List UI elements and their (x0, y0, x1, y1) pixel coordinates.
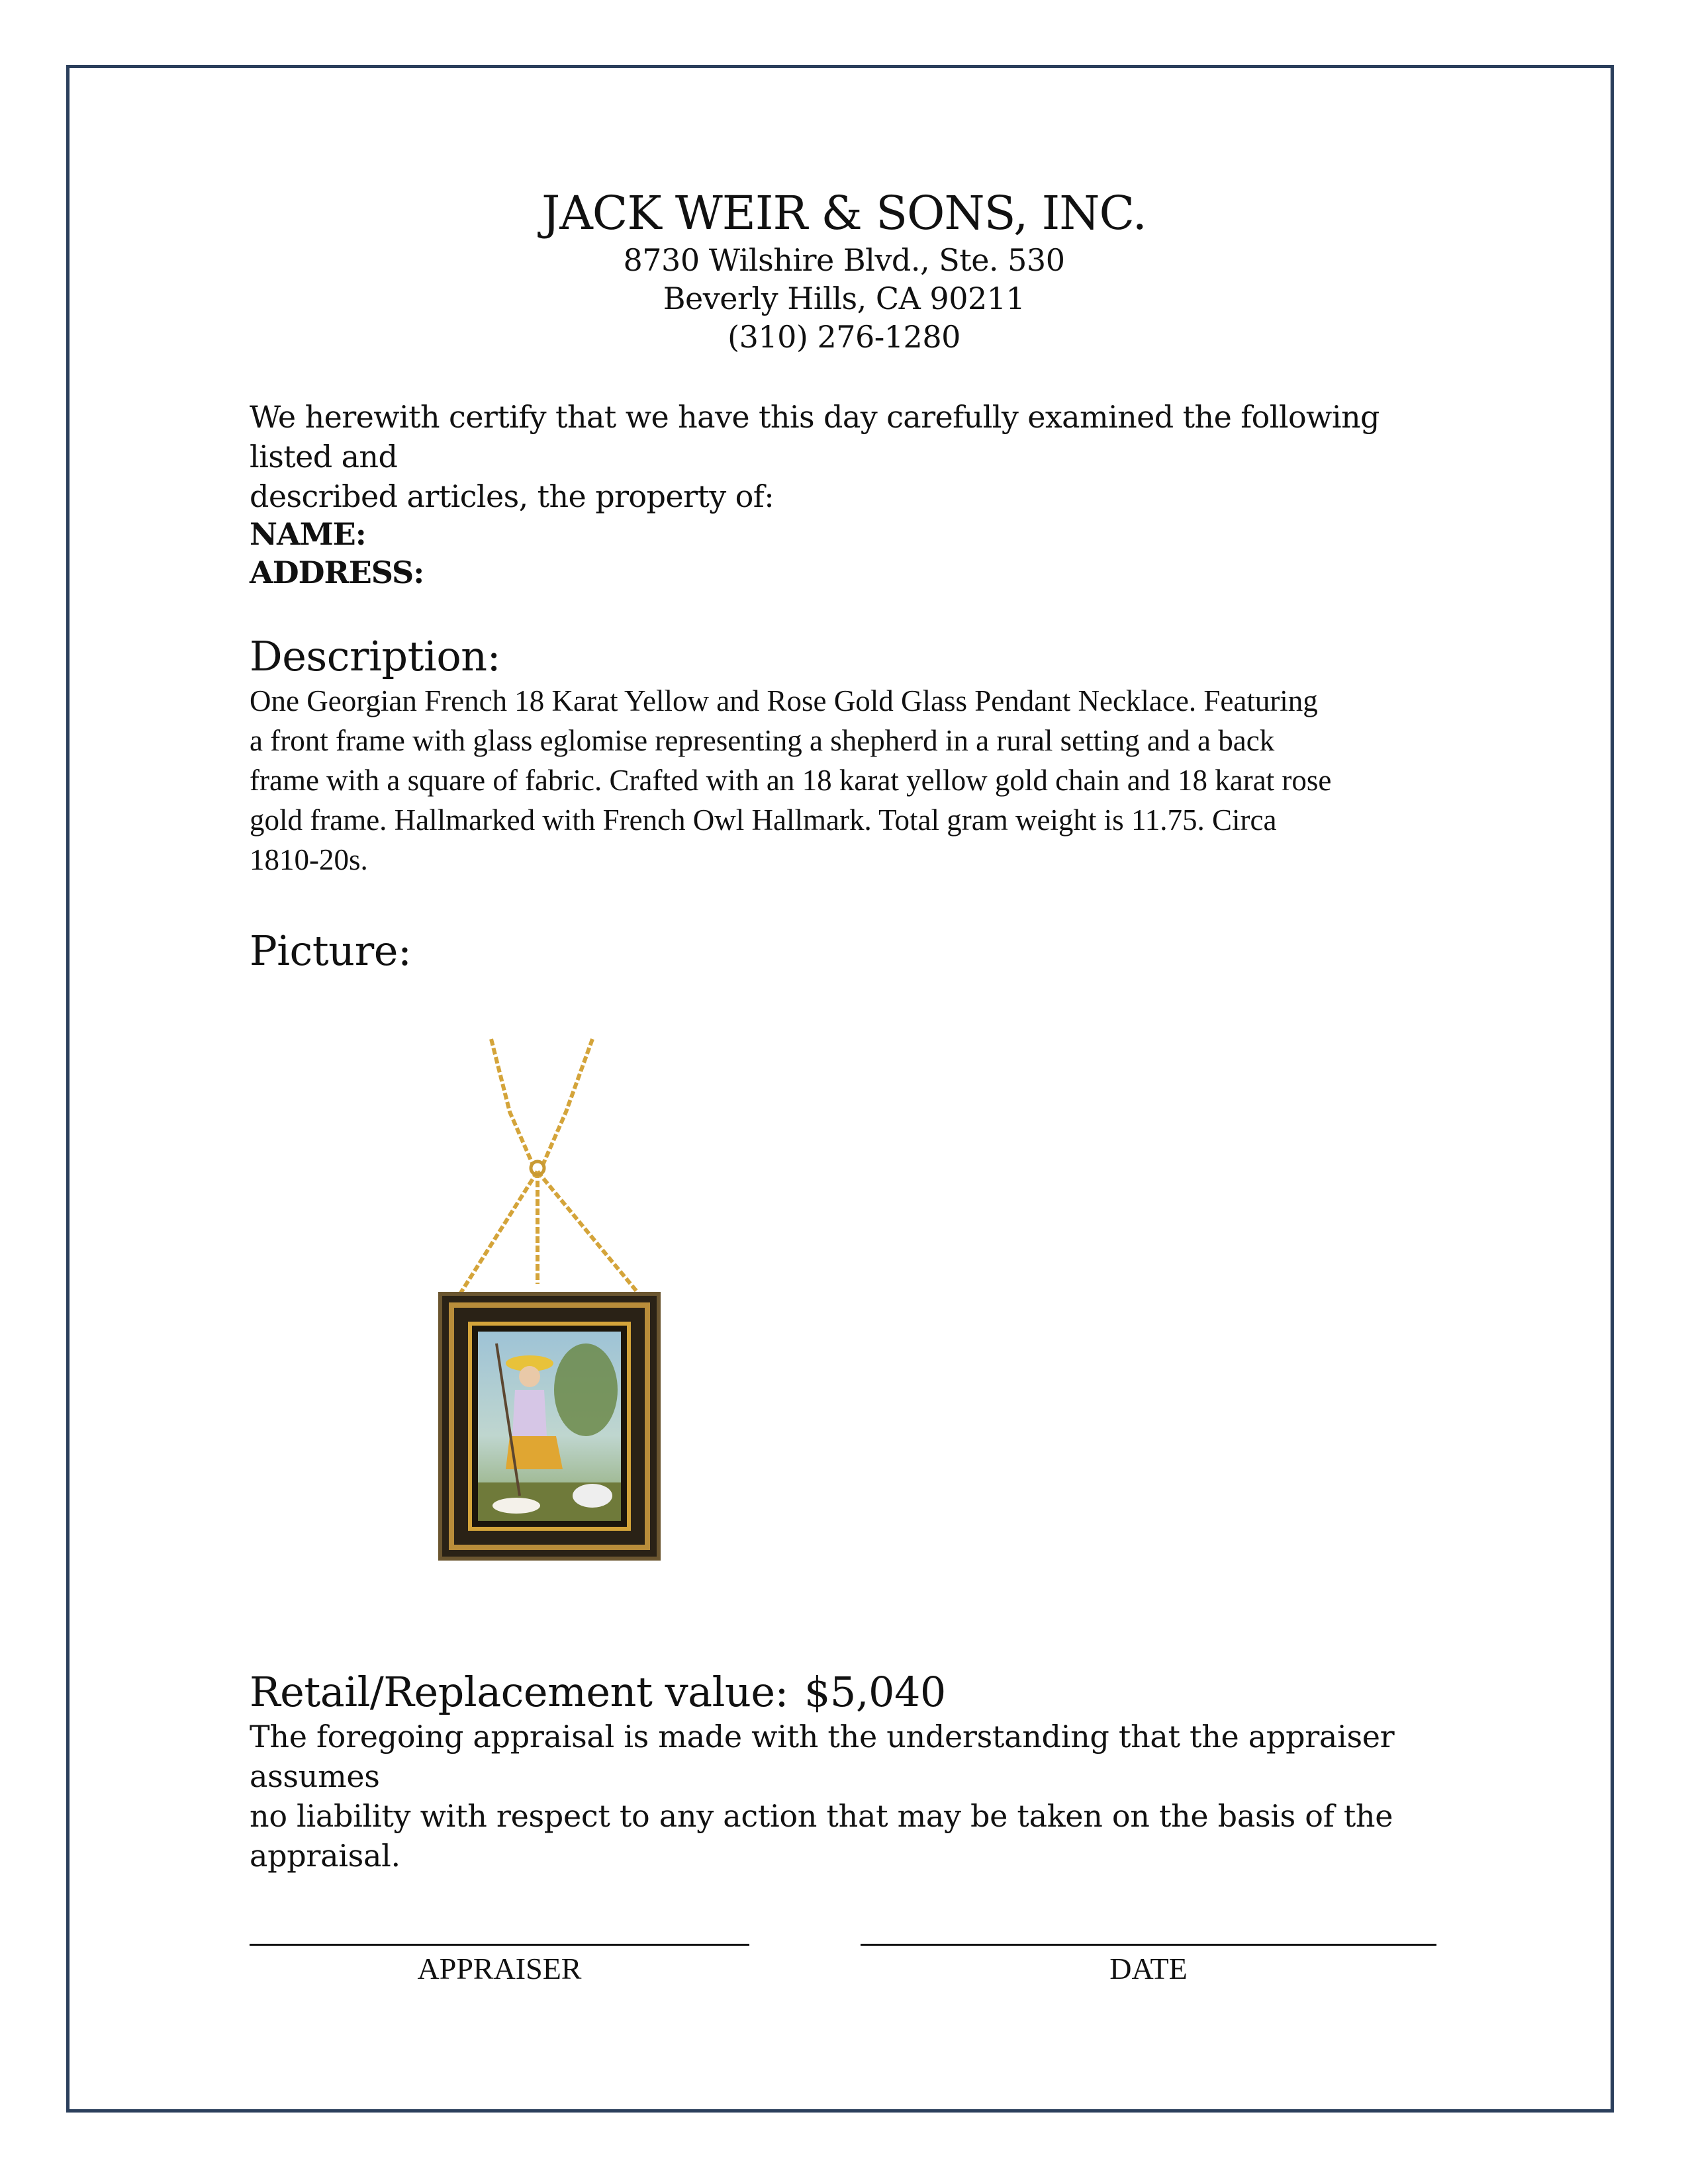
letterhead (0, 185, 1688, 356)
phone-number: (310) 276-1280 (727, 319, 961, 355)
value-amount: $5,040 (804, 1668, 946, 1716)
name-label: NAME: (250, 516, 366, 552)
pendant-necklace-photo (424, 1032, 675, 1569)
address-line-1: 8730 Wilshire Blvd., Ste. 530 (623, 242, 1065, 278)
certification-line-2: described articles, the property of: (250, 478, 774, 514)
company-name: JACK WEIR & SONS, INC. (541, 186, 1147, 240)
sheep (573, 1484, 612, 1508)
picture-heading: Picture: (250, 927, 412, 975)
value-label: Retail/Replacement value: (250, 1668, 788, 1716)
certification-text (250, 397, 1454, 516)
certification-line-1: We herewith certify that we have this day carefully examined the following listed and (250, 399, 1380, 475)
address-line-2: Beverly Hills, CA 90211 (663, 281, 1025, 316)
picture-section (250, 927, 1454, 976)
address-label: ADDRESS: (250, 555, 424, 590)
description-line: a front frame with glass eglomise representing a shepherd in a rural setting and a back (250, 724, 1275, 757)
description-section (250, 632, 1454, 880)
description-line: frame with a square of fabric. Crafted with an 18 karat yellow gold chain and 18 karat rose (250, 764, 1332, 797)
description-line: gold frame. Hallmarked with French Owl Hallmark. Total gram weight is 11.75. Circa (250, 803, 1277, 837)
description-heading: Description: (250, 632, 500, 680)
appraiser-label: APPRAISER (417, 1952, 582, 1985)
description-line: One Georgian French 18 Karat Yellow and Rose Gold Glass Pendant Necklace. Featuring (250, 684, 1318, 717)
disclaimer-line-2: no liability with respect to any action that may be taken on the basis of the appraisal. (250, 1798, 1393, 1874)
appraiser-signature-line (250, 1944, 749, 1946)
disclaimer-line-1: The foregoing appraisal is made with the understanding that the appraiser assumes (250, 1719, 1395, 1794)
description-line: 1810-20s. (250, 843, 368, 876)
owner-fields (250, 515, 1454, 592)
value-section (250, 1668, 1454, 1876)
gold-chain (460, 1039, 639, 1294)
date-label: DATE (1109, 1952, 1188, 1985)
date-signature-line (861, 1944, 1436, 1946)
